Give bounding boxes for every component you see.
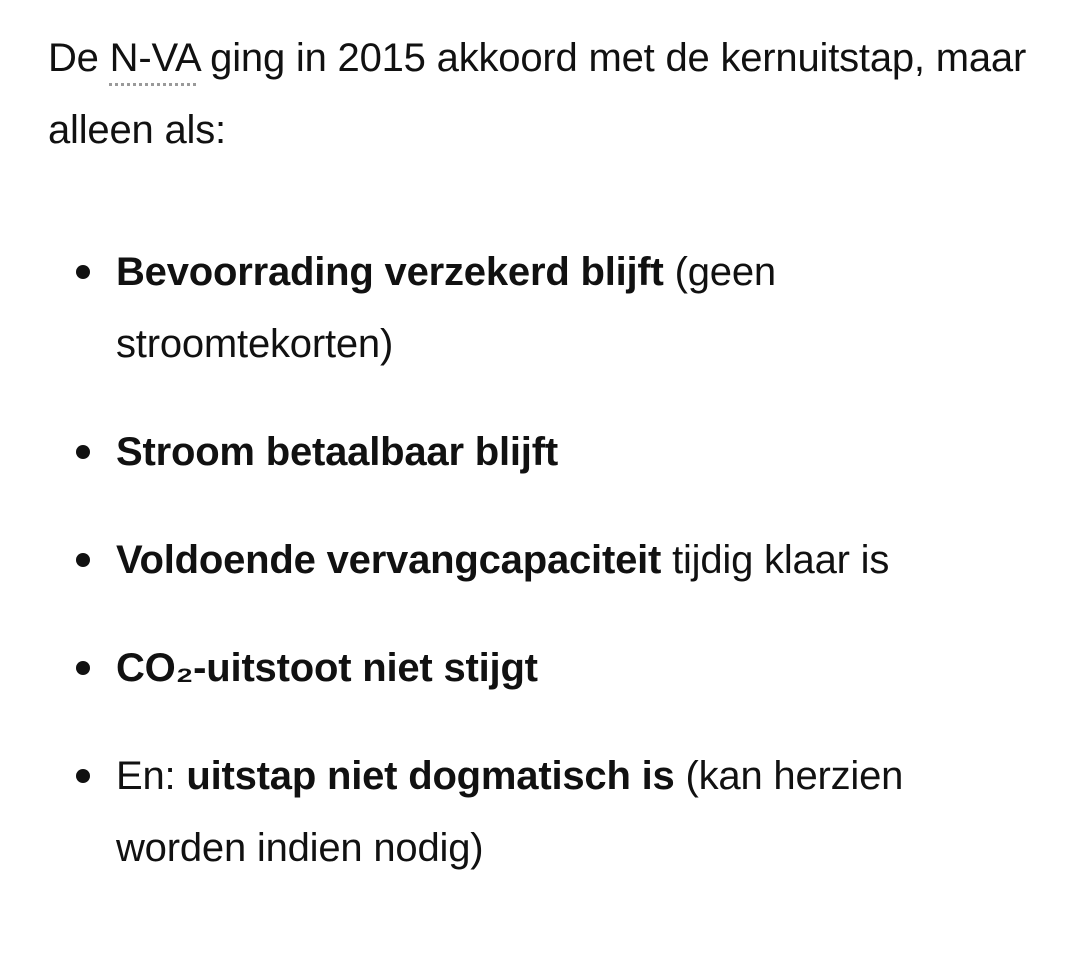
bullet-icon [76, 553, 90, 567]
term-nva-link[interactable]: N-VA [109, 36, 200, 80]
item-suffix: (kan herzien worden indien nodig) [116, 754, 904, 870]
item-bold: CO₂-uitstoot niet stijgt [116, 646, 538, 690]
intro-text-after: ging in 2015 akkoord met de kernuitstap, maar alleen als: [48, 36, 1027, 152]
bullet-icon [76, 265, 90, 279]
item-bold: Stroom betaalbaar blijft [116, 430, 558, 474]
intro-paragraph [48, 22, 1039, 166]
item-bold: Voldoende vervangcapaciteit [116, 538, 662, 582]
list-item [48, 416, 1039, 488]
item-bold: Bevoorrading verzekerd blijft [116, 250, 664, 294]
bullet-icon [76, 445, 90, 459]
bullet-icon [76, 661, 90, 675]
bullet-icon [76, 769, 90, 783]
list-item [48, 236, 1039, 380]
list-item [48, 740, 1039, 884]
condition-list [48, 236, 1039, 884]
intro-text-before: De [48, 36, 110, 80]
list-item [48, 632, 1039, 704]
item-prefix: En: [116, 754, 187, 798]
list-item [48, 524, 1039, 596]
item-suffix: (geen stroomtekorten) [116, 250, 776, 366]
item-suffix: tijdig klaar is [661, 538, 890, 582]
item-bold: uitstap niet dogmatisch is [186, 754, 675, 798]
